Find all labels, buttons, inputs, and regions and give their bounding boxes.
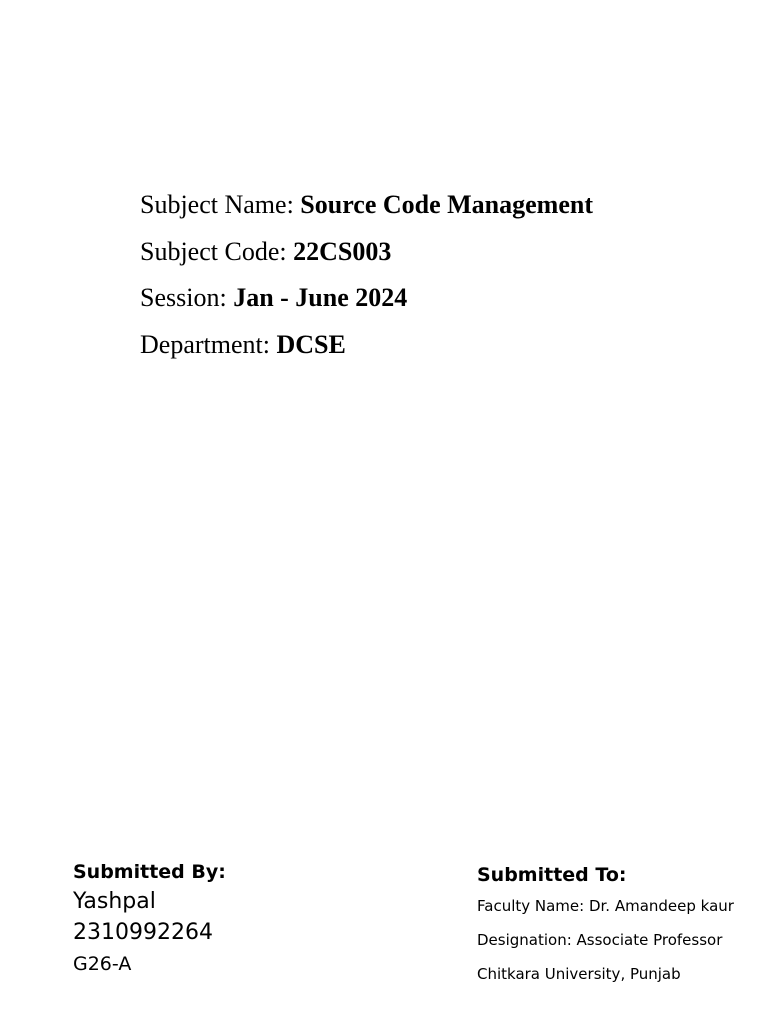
roll-number: 2310992264 bbox=[73, 920, 213, 945]
submitted-to-heading: Submitted To: bbox=[477, 864, 627, 886]
session-line bbox=[140, 275, 593, 322]
department-label: Department: bbox=[140, 329, 277, 359]
student-name: Yashpal bbox=[73, 889, 156, 914]
session-label: Session: bbox=[140, 283, 234, 312]
department-line bbox=[140, 322, 593, 369]
department-value: DCSE bbox=[276, 329, 346, 359]
session-value: Jan - June 2024 bbox=[233, 283, 408, 312]
subject-name-line bbox=[140, 182, 593, 229]
submitted-to-section bbox=[477, 861, 734, 991]
designation: Designation: Associate Professor bbox=[477, 931, 723, 949]
subject-name-label: Subject Name: bbox=[140, 190, 301, 219]
subject-code-label: Subject Code: bbox=[140, 236, 294, 266]
faculty-name: Faculty Name: Dr. Amandeep kaur bbox=[477, 897, 734, 915]
subject-name-value: Source Code Management bbox=[300, 190, 593, 219]
subject-code-value: 22CS003 bbox=[293, 236, 392, 266]
institution: Chitkara University, Punjab bbox=[477, 965, 681, 983]
subject-details bbox=[140, 182, 593, 368]
submitted-by-section bbox=[73, 858, 226, 980]
subject-code-line bbox=[140, 229, 593, 276]
group-code: G26-A bbox=[73, 953, 132, 975]
submitted-by-heading: Submitted By: bbox=[73, 861, 226, 883]
